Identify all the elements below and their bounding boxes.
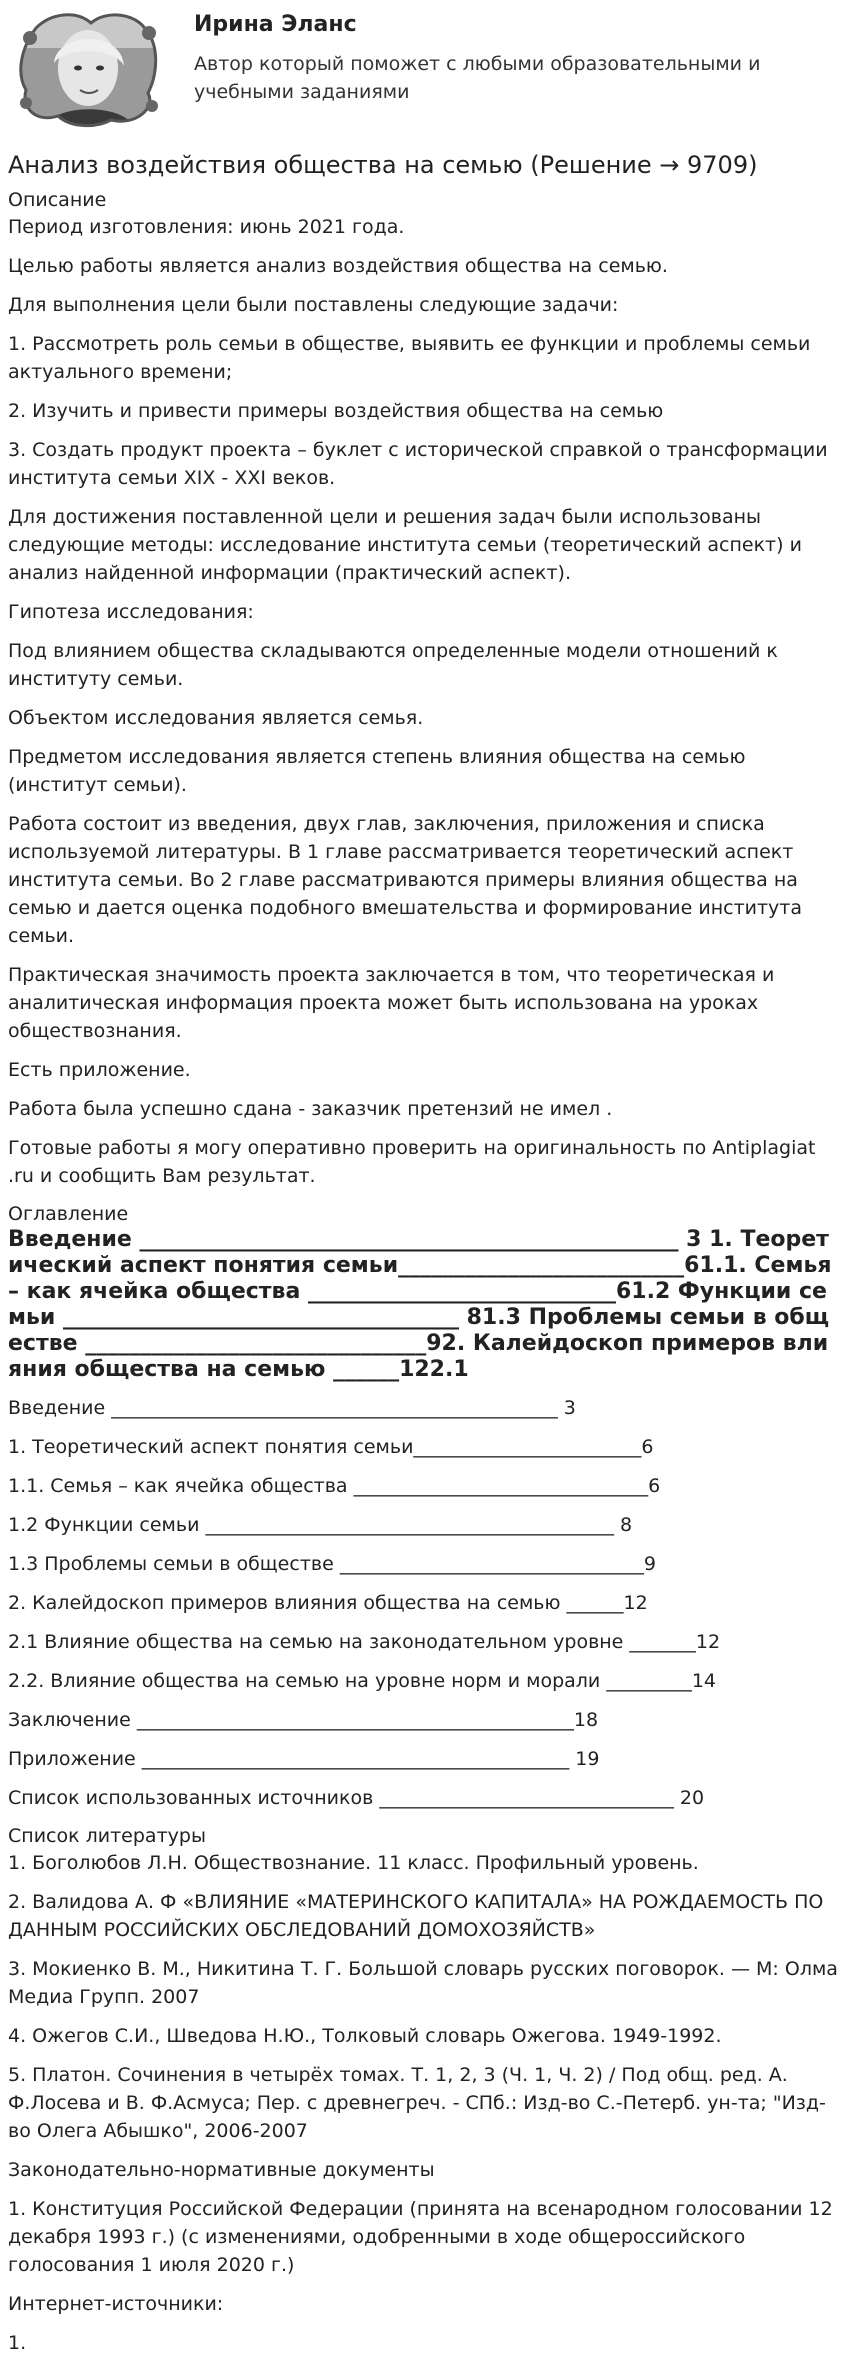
description-paragraph: 1. Рассмотреть роль семьи в обществе, выявить ее функции и проблемы семьи актуального времени; xyxy=(8,333,811,383)
toc-list xyxy=(8,1394,839,1812)
toc-item: Список использованных источников _______________________________ 20 xyxy=(8,1787,705,1809)
literature-heading: Список литературы xyxy=(8,1825,206,1847)
literature-item: 4. Ожегов С.И., Шведова Н.Ю., Толковый словарь Ожегова. 1949-1992. xyxy=(8,2025,722,2047)
description-heading: Описание xyxy=(8,189,107,211)
description-paragraph: Готовые работы я могу оперативно проверить на оригинальность по Antiplagiat .ru и сообщить Вам результат. xyxy=(8,1137,816,1187)
literature-item: 2. Валидова А. Ф «ВЛИЯНИЕ «МАТЕРИНСКОГО КАПИТАЛА» НА РОЖДАЕМОСТЬ ПО ДАННЫМ РОССИЙСКИХ ОБСЛЕДОВАНИЙ ДОМОХОЗЯЙСТВ» xyxy=(8,1891,824,1941)
toc-item: Приложение _____________________________________________ 19 xyxy=(8,1748,600,1770)
description-paragraph: Целью работы является анализ воздействия общества на семью. xyxy=(8,255,668,277)
description-paragraph: Для достижения поставленной цели и решения задач были использованы следующие методы: исследование института семьи (теоретический аспект) и анализ найденной информации (практический аспект). xyxy=(8,506,802,584)
description-paragraph: 3. Создать продукт проекта – буклет с исторической справкой о трансформации института семьи XIX - XXI веков. xyxy=(8,439,828,489)
description-paragraph: Есть приложение. xyxy=(8,1059,191,1081)
author-avatar[interactable] xyxy=(16,8,161,128)
description-paragraph: Под влиянием общества складываются определенные модели отношений к институту семьи. xyxy=(8,640,778,690)
description-paragraph: Работа была успешно сдана - заказчик претензий не имел . xyxy=(8,1098,613,1120)
description-paragraph: Работа состоит из введения, двух глав, заключения, приложения и списка используемой литературы. В 1 главе рассматривается теоретический аспект института семьи. Во 2 главе рассматриваются примеры влияния общества на семью и дается оценка подобного вмешательства и формирование института семьи. xyxy=(8,813,803,947)
author-description: Автор который поможет с любыми образовательными и учебными заданиями xyxy=(194,53,761,103)
author-name[interactable]: Ирина Эланс xyxy=(194,12,357,37)
description-paragraph: Практическая значимость проекта заключается в том, что теоретическая и аналитическая информация проекта может быть использована на уроках обществознания. xyxy=(8,964,775,1042)
toc-item: 1.1. Семья – как ячейка общества _______________________________6 xyxy=(8,1475,661,1497)
description-paragraph: Гипотеза исследования: xyxy=(8,601,254,623)
author-card xyxy=(8,0,839,135)
legal-list xyxy=(8,2195,839,2279)
description-section xyxy=(8,213,839,1190)
internet-list xyxy=(8,2329,839,2357)
internet-heading: Интернет-источники: xyxy=(8,2293,224,2315)
description-paragraph: Для выполнения цели были поставлены следующие задачи: xyxy=(8,294,619,316)
literature-item: 3. Мокиенко В. М., Никитина Т. Г. Большой словарь русских поговорок. — М: Олма Медиа Групп. 2007 xyxy=(8,1958,838,2008)
literature-list xyxy=(8,1849,839,2145)
toc-item: 1. Теоретический аспект понятия семьи________________________6 xyxy=(8,1436,654,1458)
legal-heading: Законодательно-нормативные документы xyxy=(8,2159,435,2181)
toc-item: 1.2 Функции семьи ___________________________________________ 8 xyxy=(8,1514,633,1536)
toc-item: Введение _______________________________________________ 3 xyxy=(8,1397,576,1419)
toc-item: 2. Калейдоскоп примеров влияния общества на семью ______12 xyxy=(8,1592,648,1614)
page-title: Анализ воздействия общества на семью (Решение → 9709) xyxy=(8,151,758,179)
description-paragraph: Предметом исследования является степень влияния общества на семью (институт семьи). xyxy=(8,746,746,796)
internet-item: 1. xyxy=(8,2332,27,2354)
toc-item: 2.2. Влияние общества на семью на уровне норм и морали _________14 xyxy=(8,1670,717,1692)
toc-bold-block: Введение _________________________________________________ 3 1. Теоретический аспект понятия семьи__________________________61.1. Семья – как ячейка общества ____________________________61.2 Функции семьи ____________________________________ 81.3 Проблемы семьи в обществе _______________________________92. Калейдоскоп примеров влияния общества на семью ______122.1 xyxy=(8,1227,840,1382)
literature-item: 1. Боголюбов Л.Н. Обществознание. 11 класс. Профильный уровень. xyxy=(8,1852,699,1874)
toc-heading: Оглавление xyxy=(8,1203,129,1225)
toc-item: Заключение ______________________________________________18 xyxy=(8,1709,599,1731)
legal-item: 1. Конституция Российской Федерации (принята на всенародном голосовании 12 декабря 1993 г.) (с изменениями, одобренными в ходе общероссийского голосования 1 июля 2020 г.) xyxy=(8,2198,833,2276)
description-paragraph: 2. Изучить и привести примеры воздействия общества на семью xyxy=(8,400,664,422)
toc-item: 1.3 Проблемы семьи в обществе ________________________________9 xyxy=(8,1553,656,1575)
description-paragraph: Период изготовления: июнь 2021 года. xyxy=(8,216,405,238)
toc-item: 2.1 Влияние общества на семью на законодательном уровне _______12 xyxy=(8,1631,721,1653)
literature-item: 5. Платон. Сочинения в четырёх томах. Т. 1, 2, 3 (Ч. 1, Ч. 2) / Под общ. ред. А. Ф.Лосева и В. Ф.Асмуса; Пер. с древнегреч. - СПб.: Изд-во С.-Петерб. ун-та; "Изд-во Олега Абышко", 2006-2007 xyxy=(8,2064,826,2142)
description-paragraph: Объектом исследования является семья. xyxy=(8,707,424,729)
